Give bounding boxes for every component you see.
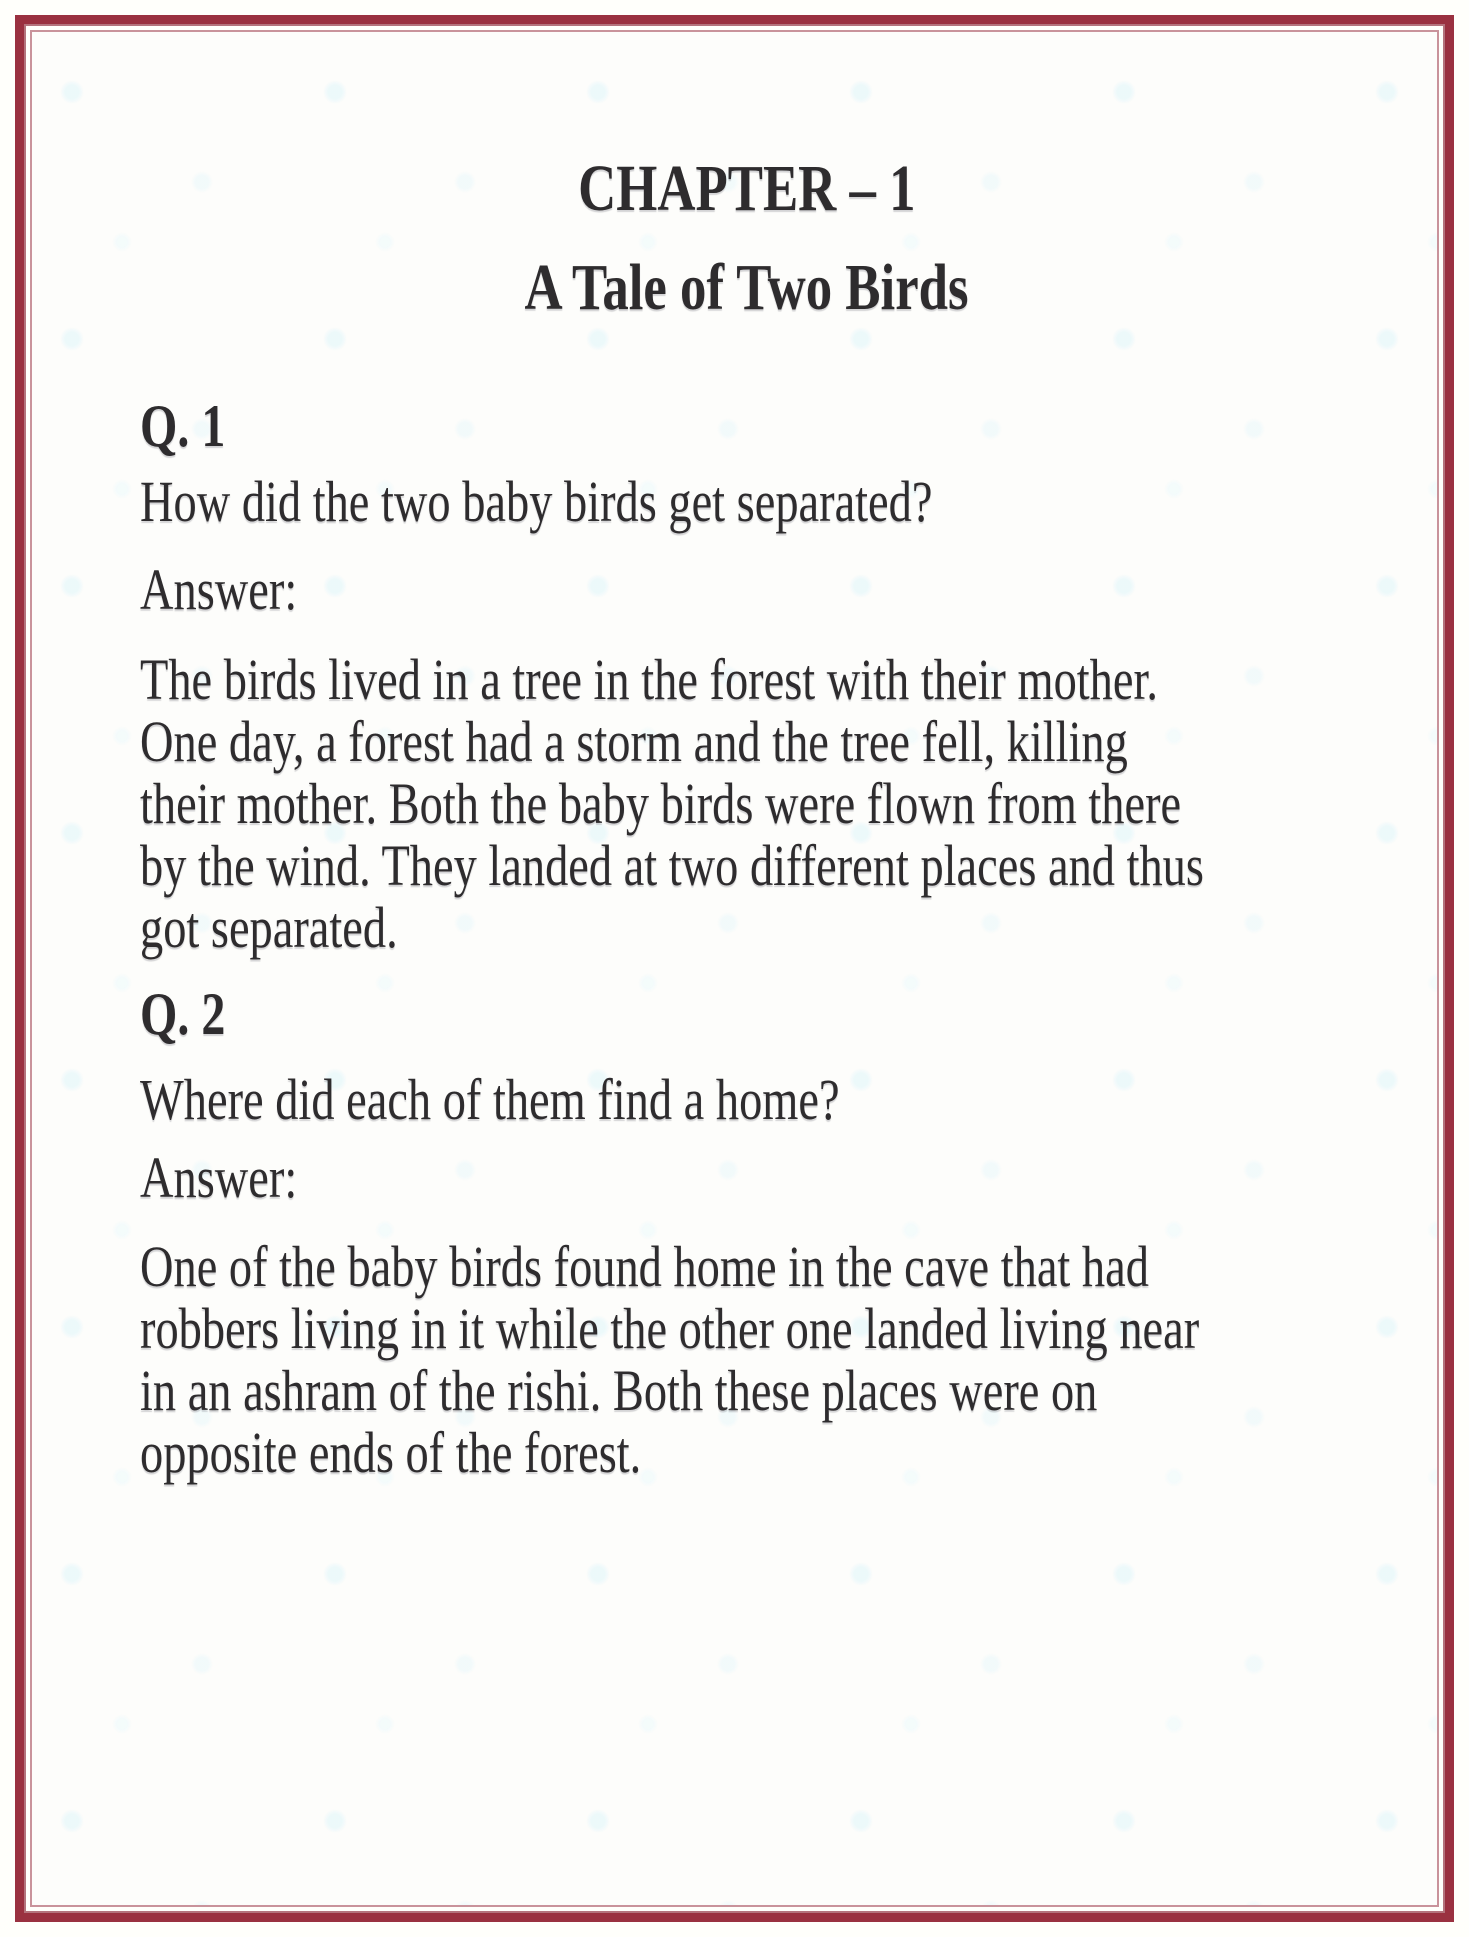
- paragraph-line: got separated.: [140, 895, 398, 960]
- paragraph-line: The birds lived in a tree in the forest with their mother.: [140, 647, 1158, 712]
- paragraph-line: One day, a forest had a storm and the tree fell, killing: [140, 709, 1128, 774]
- paragraph-line: in an ashram of the rishi. Both these places were on: [140, 1358, 1098, 1423]
- chapter-heading-text: CHAPTER – 1: [577, 152, 916, 225]
- qa-block-2: [140, 982, 1353, 1484]
- question-1-label: Q. 1: [140, 393, 226, 459]
- paragraph-line: robbers living in it while the other one landed living near: [140, 1296, 1200, 1361]
- qa-block-1: [140, 394, 1353, 959]
- paragraph-line: their mother. Both the baby birds were flown from there: [140, 771, 1182, 836]
- question-2-label: Q. 2: [140, 981, 226, 1047]
- paragraph-line: by the wind. They landed at two different places and thus: [140, 833, 1204, 898]
- question-1-text: How did the two baby birds get separated?: [140, 469, 933, 534]
- answer-2-label: Answer:: [140, 1145, 298, 1210]
- inner-border-line: [30, 30, 1439, 1907]
- chapter-heading: [140, 152, 1353, 226]
- page-title: [140, 251, 1353, 325]
- page-title-text: A Tale of Two Birds: [524, 251, 969, 324]
- answer-1-paragraph: [140, 649, 1353, 959]
- answer-1-label: Answer:: [140, 557, 298, 622]
- paragraph-line: opposite ends of the forest.: [140, 1420, 642, 1485]
- paragraph-line: One of the baby birds found home in the cave that had: [140, 1234, 1149, 1299]
- middle-border-line: [24, 24, 1445, 1913]
- outer-border: [15, 15, 1454, 1922]
- question-2-text: Where did each of them find a home?: [140, 1067, 840, 1132]
- answer-2-paragraph: [140, 1236, 1353, 1484]
- page-content: [32, 152, 1437, 1907]
